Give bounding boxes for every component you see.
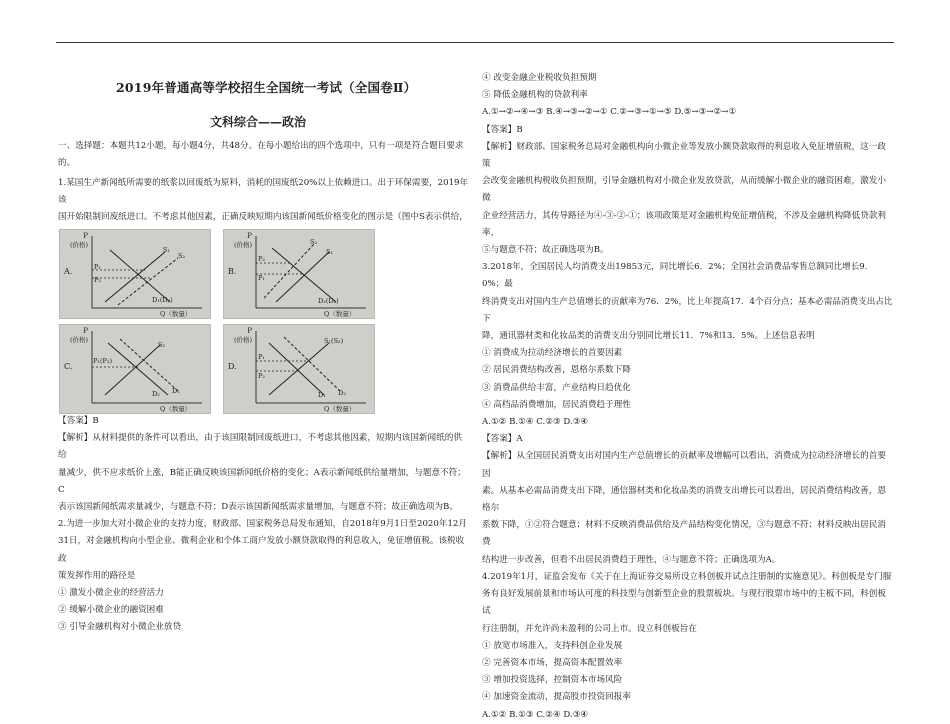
text-line: 策发挥作用的路径是 bbox=[58, 570, 136, 581]
text-line: 系数下降，①②符合题意；材料不反映消费品供给及产品结构变化情况，③与题意不符；材料反映出居民消费 bbox=[482, 520, 886, 548]
option: ③ 消费品供给丰富，产业结构日趋优化 bbox=[482, 382, 631, 393]
graph-option-c bbox=[59, 324, 211, 414]
curve-label: S₂ bbox=[158, 341, 166, 349]
curve-label: D₁(D₂) bbox=[152, 296, 173, 304]
axis-p-label: P bbox=[247, 232, 252, 240]
axis-p-label: P bbox=[83, 232, 88, 240]
section-intro bbox=[58, 138, 470, 172]
answer: 【答案】B bbox=[482, 124, 523, 135]
axis-q-label: Q（数量） bbox=[324, 405, 356, 413]
graph-option-a bbox=[59, 229, 211, 319]
curve-label: D₂ bbox=[152, 390, 160, 398]
page-title: 2019年普通高等学校招生全国统一考试（全国卷Ⅱ） bbox=[116, 80, 417, 95]
option-letter: D. bbox=[228, 362, 237, 371]
text-line: 务有良好发展前景和市场认可度的科技型与创新型企业的股票板块。与现行股票市场中的主板不同，科创板试 bbox=[482, 589, 886, 617]
axis-p-unit: (价格) bbox=[234, 336, 253, 344]
text-line: 国开始限制回废纸进口。不考虑其他因素，正确反映短期内该国新闻纸价格变化的图示是（图中S表示供给， bbox=[58, 212, 468, 223]
option-letter: C. bbox=[64, 362, 73, 371]
text-line: 4.2019年1月，证监会发布《关于在上海证券交易所设立科创板并试点注册制的实施意见》。科创板是专门服 bbox=[482, 571, 892, 582]
curve-label: S₂ bbox=[178, 252, 186, 260]
option: ① 激发小微企业的经营活力 bbox=[58, 588, 164, 599]
axis-q-label: Q（数量） bbox=[160, 310, 192, 318]
option: ② 缓解小微企业的融资困难 bbox=[58, 605, 164, 616]
option: ① 放宽市场准入，支持科创企业发展 bbox=[482, 640, 623, 651]
page-subtitle: 文科综合——政治 bbox=[210, 115, 307, 129]
text-line: 会改变金融机构税收负担预期，引导金融机构对小微企业发放贷款，从而缓解小微企业的融资困难，激发小微 bbox=[482, 176, 886, 204]
axis-q-label: Q（数量） bbox=[324, 310, 356, 318]
answer: 【答案】B bbox=[58, 416, 99, 426]
text-line: 素。从基本必需品消费支出下降，通信器材类和化妆品类的消费支出增长可以看出，居民消费结构改善，恩格尔 bbox=[482, 485, 886, 514]
curve-label: D₂ bbox=[338, 389, 346, 397]
text-line: 2.为进一步加大对小微企业的支持力度，财政部、国家税务总局发布通知，自2018年9月1日至2020年12月 bbox=[58, 519, 467, 530]
price-label: P₁ bbox=[258, 353, 265, 361]
text-line: 【解析】从全国居民消费支出对国内生产总值增长的贡献率及增幅可以看出，消费成为拉动经济增长的首要因 bbox=[482, 451, 886, 479]
curve-label: S₁ bbox=[163, 246, 171, 254]
text-line: 【解析】从材料提供的条件可以看出，由于该国限制回废纸进口，不考虑其他因素，短期内该国新闻纸的供给 bbox=[58, 433, 462, 461]
curve-label: S₂ bbox=[310, 238, 318, 246]
option: ③ 增加投资选择，控制资本市场风险 bbox=[482, 675, 623, 686]
text-line: 的。 bbox=[58, 158, 76, 169]
option: ③ 引导金融机构对小微企业放贷 bbox=[58, 622, 182, 633]
price-label: P₂ bbox=[258, 255, 265, 263]
option: ② 完善资本市场，提高资本配置效率 bbox=[482, 657, 623, 668]
option: ⑤ 降低金融机构的贷款利率 bbox=[482, 90, 588, 101]
option: ④ 改变金融企业税收负担预期 bbox=[482, 73, 597, 83]
curve-label: D₁(D₂) bbox=[318, 297, 339, 305]
graph-option-b bbox=[223, 229, 375, 319]
answer: 【答案】A bbox=[482, 434, 523, 445]
option-letter: B. bbox=[228, 267, 237, 276]
right-column bbox=[482, 70, 894, 724]
choices: A.①② B.①③ C.②④ D.③④ bbox=[482, 709, 589, 720]
price-label: P₂ bbox=[94, 276, 101, 284]
choices: A.①② B.①④ C.②③ D.③④ bbox=[482, 417, 589, 428]
option: ② 居民消费结构改善，恩格尔系数下降 bbox=[482, 365, 631, 376]
axis-q-label: Q（数量） bbox=[160, 405, 192, 413]
curve-label: D₁ bbox=[172, 387, 180, 395]
price-label: P₂ bbox=[258, 372, 265, 380]
curve-label: S₁ bbox=[326, 248, 334, 256]
axis-p-label: P bbox=[83, 327, 88, 335]
curve-label: D₁ bbox=[318, 391, 326, 399]
axis-p-unit: (价格) bbox=[70, 336, 89, 344]
text-line: 3.2018年，全国居民人均消费支出19853元，同比增长6．2%；全国社会消费品零售总额同比增长9．0%；最 bbox=[482, 262, 874, 290]
price-label: P₁ bbox=[258, 274, 265, 282]
graph-option-d bbox=[223, 324, 375, 414]
text-line: 结构进一步改善，但看不出居民消费趋于理性，④与题意不符；正确选项为A。 bbox=[482, 554, 781, 565]
text-line: ⑤与题意不符；故正确选项为B。 bbox=[482, 245, 609, 256]
axis-p-label: P bbox=[247, 327, 252, 335]
option-letter: A. bbox=[64, 267, 73, 276]
text-line: 表示该国新闻纸需求量减少，与题意不符；D表示该国新闻纸需求量增加，与题意不符；故正确选项为B。 bbox=[58, 502, 458, 513]
choices: A.①→②→④→③ B.④→③→②→① C.②→③→①→⑤ D.⑤→③→②→① bbox=[482, 107, 737, 118]
axis-p-unit: (价格) bbox=[234, 241, 253, 249]
text-line: 企业经营活力，其传导路径为④-③-②-①；该项政策是对金融机构免征增值税，不涉及金融机构降低贷款利率， bbox=[482, 210, 887, 238]
text-line: 行注册制，并允许尚未盈利的公司上市。设立科创板旨在 bbox=[482, 623, 697, 634]
option: ① 消费成为拉动经济增长的首要因素 bbox=[482, 348, 623, 359]
price-label: P₁(P₂) bbox=[93, 357, 113, 365]
text-line: 降，通讯器材类和化妆品类的消费支出分别同比增长11．7%和13．5%。上述信息表明 bbox=[482, 331, 815, 342]
option: ④ 加速资金流动，提高股市投资回报率 bbox=[482, 692, 631, 703]
text-line: 31日，对金融机构向小型企业、微利企业和个体工商户发放小额贷款取得的利息收入，免征增值税。该税收政 bbox=[58, 536, 465, 564]
text-line: 一、选择题：本题共12小题，每小题4分，共48分。在每小题给出的四个选项中，只有一项是符合题目要求 bbox=[58, 141, 464, 151]
option: ④ 高档品消费增加，居民消费趋于理性 bbox=[482, 399, 631, 410]
header-rule bbox=[56, 42, 894, 43]
text-line: 终消费支出对国内生产总值增长的贡献率为76．2%，比上年提高17．4个百分点；基本必需品消费支出占比下 bbox=[482, 296, 893, 324]
text-line: 量减少，供不应求纸价上涨，B能正确反映该国新闻纸价格的变化；A表示新闻纸供给量增加，与题意不符；C bbox=[58, 467, 466, 495]
question-1-answer-block bbox=[58, 413, 470, 637]
price-label: P₁ bbox=[94, 263, 101, 271]
text-line: 1.某国生产新闻纸所需要的纸浆以回废纸为原料，消耗的国废纸20%以上依赖进口。出于环保需要，2019年该 bbox=[58, 178, 469, 206]
axis-p-unit: (价格) bbox=[70, 241, 89, 249]
text-line: 【解析】财政部、国家税务总局对金融机构向小微企业等发放小额贷款取得的利息收入免征增值税，这一政策 bbox=[482, 141, 886, 170]
curve-label: S₁(S₂) bbox=[324, 337, 344, 345]
